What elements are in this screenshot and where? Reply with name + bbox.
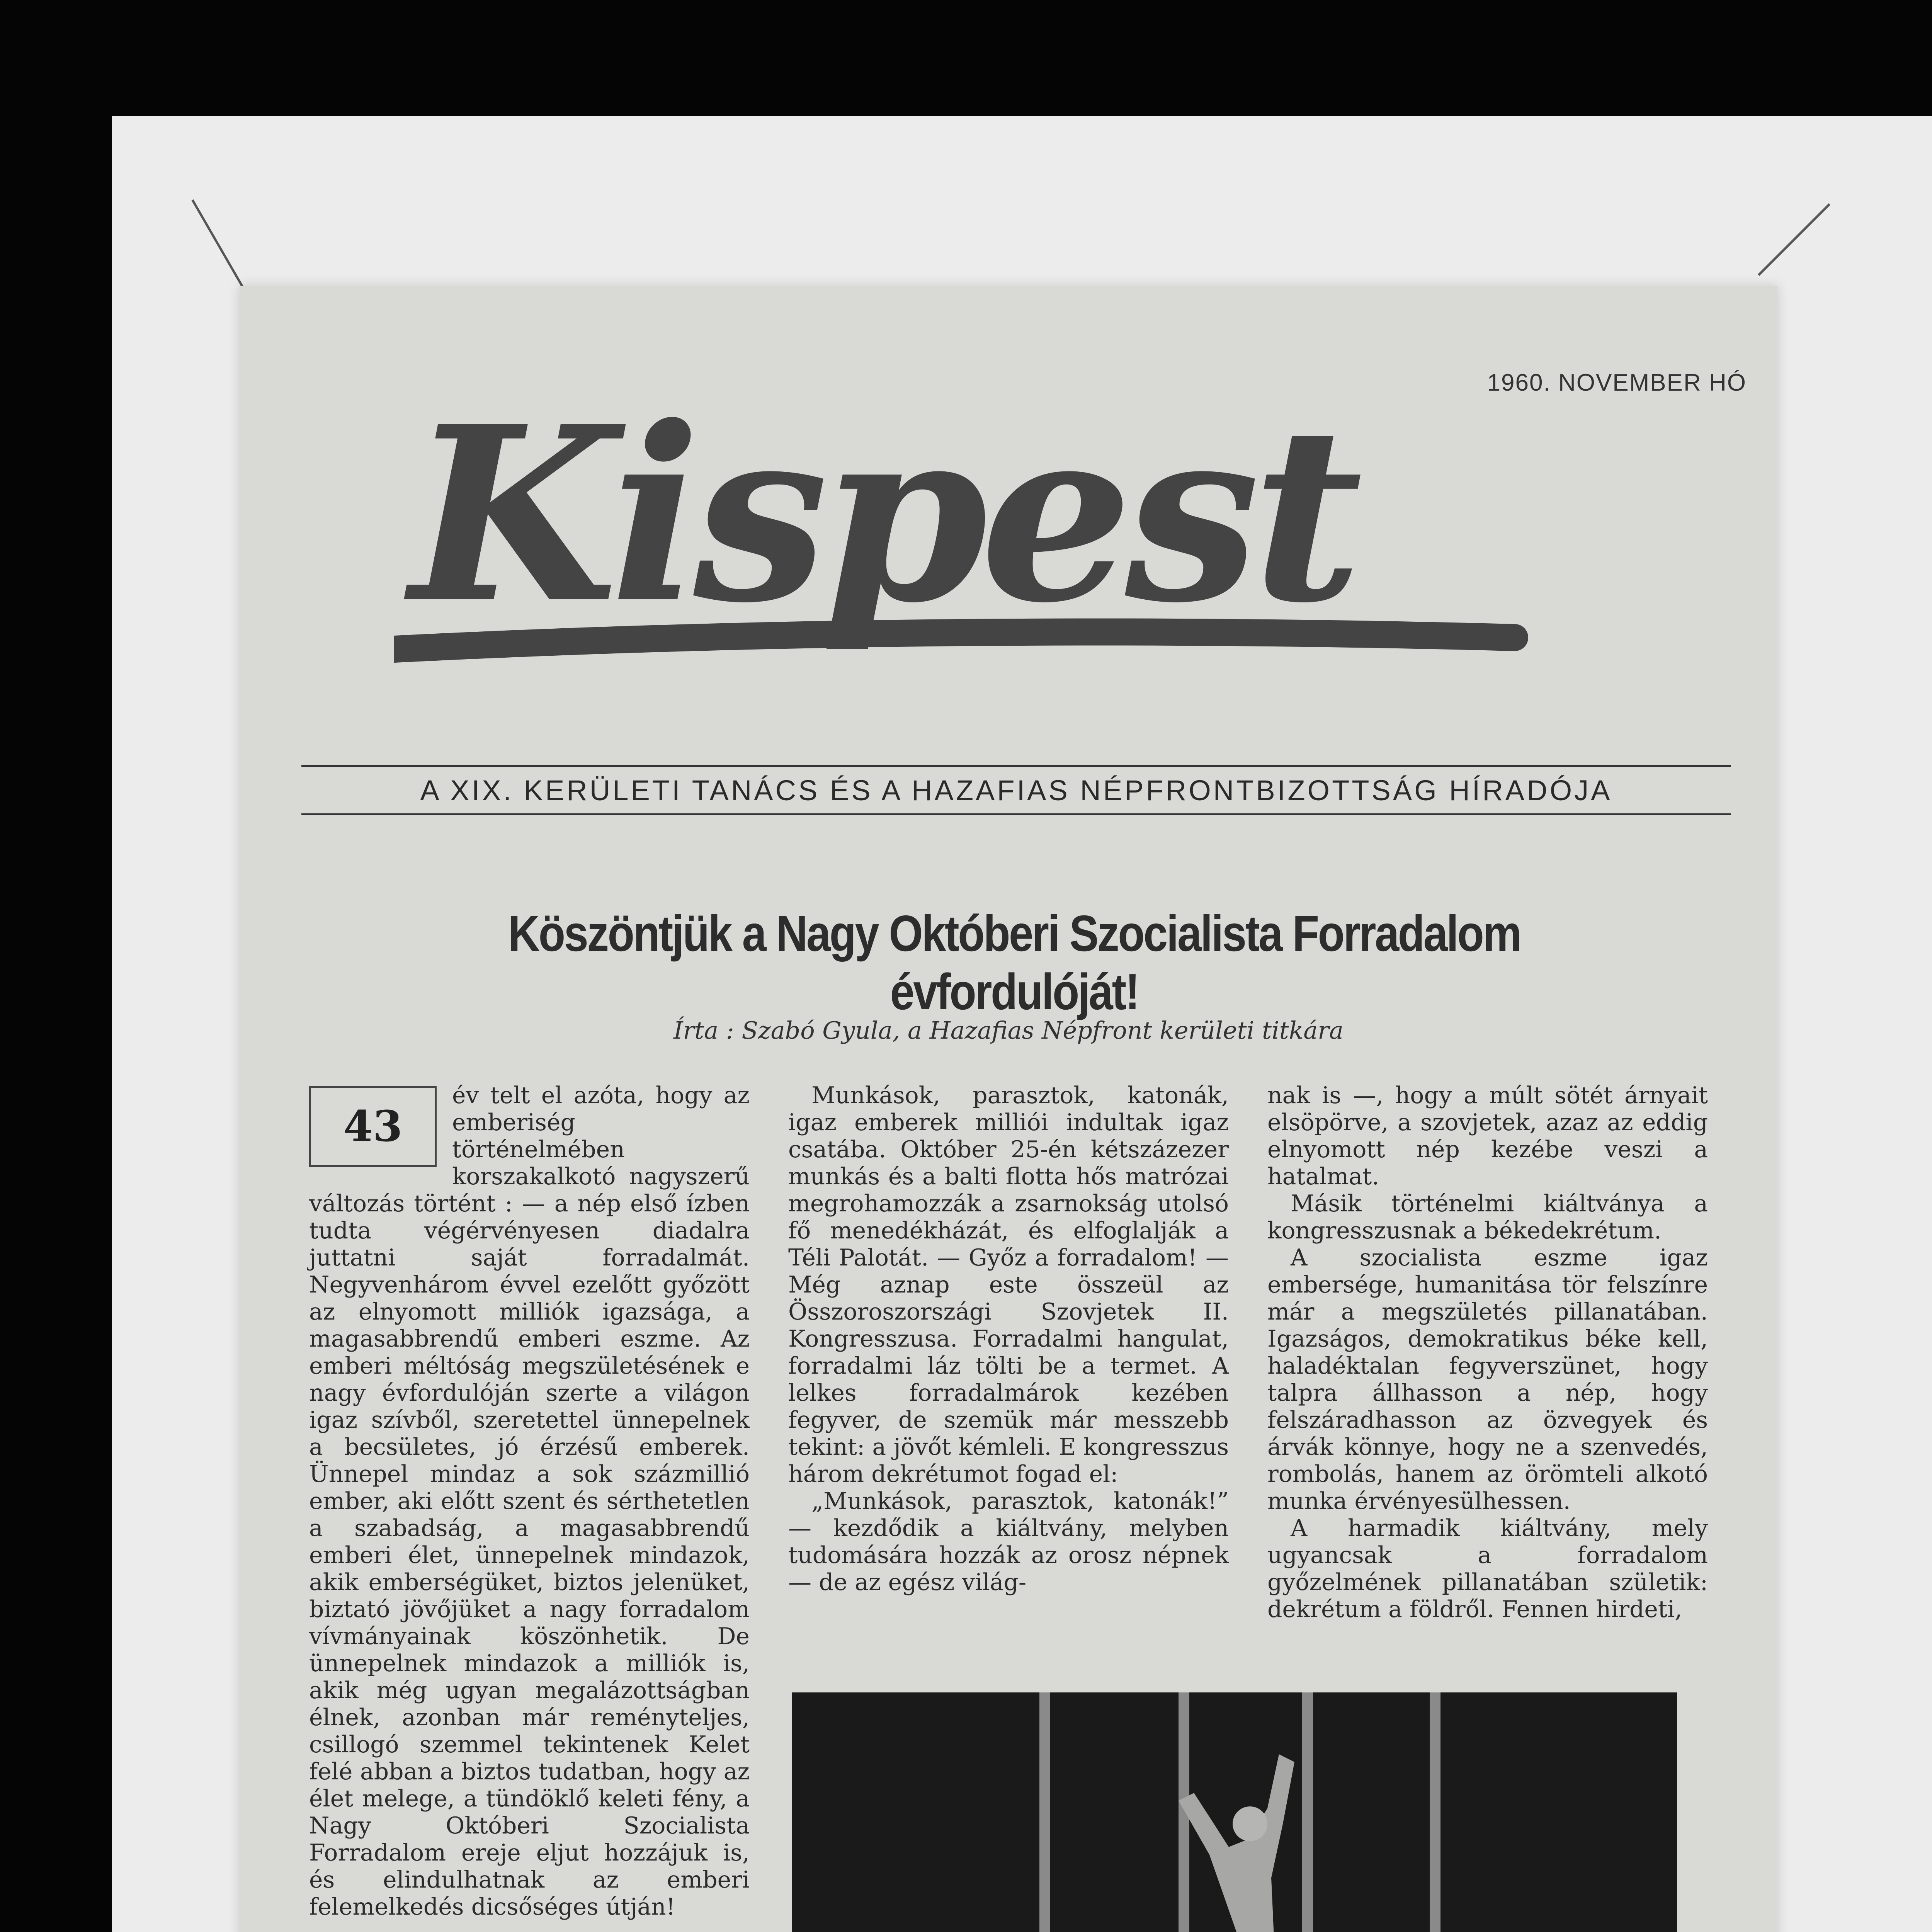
issue-date: 1960. NOVEMBER HÓ bbox=[1487, 369, 1747, 396]
paragraph: A harmadik kiáltvány, mely ugyancsak a forradalom győzelmének pillanatában születik: dekrétum a földről. Fennen hirdeti, bbox=[1267, 1515, 1708, 1623]
paragraph: A szocialista eszme igaz embersége, humanitása tör felszínre már a megszületés pillanatában. Igazságos, demokratikus béke kell, haladéktalan fegyverszünet, hogy talpra állhasson a nép, hogy felszáradhasson az özvegyek és árvák könnye, hogy ne a szenvedés, rombolás, hanem az örömteli alkotó munka érvényesülhessen. bbox=[1267, 1244, 1708, 1515]
article-column-1 bbox=[309, 1082, 750, 1932]
paragraph: év telt el azóta, hogy az emberiség történelmében korszakalkotó nagyszerű változás történt : — a nép első ízben tudta végérvényesen diadalra juttatni saját forradalmát. Negyvenhárom évvel ezelőtt győzött az elnyomott milliók igazsága, a magasabbrendű emberi eszme. Az emberi méltóság megszületésének e nagy évfordulóján szerte a világon igaz szívből, szeretettel ünnepelnek a becsületes, jó érzésű emberek. Ünnepel mindaz a sok százmillió ember, aki előtt szent és sérthetetlen a szabadság, a magasabbrendű emberi élet, ünnepelnek mindazok, akik emberségüket, biztos jelenüket, biztató jövőjüket a nagy forradalom vívmányainak köszönhetik. De ünnepelnek mindazok a milliók is, akik még ugyan megalázottságban élnek, azonban már reményteljes, csillogó szemmel tekintenek Kelet felé abban a biztos tudatban, hogy az élet melege, a tündöklő keleti fény, a Nagy Októberi Szocialista Forradalom ereje eljut hozzájuk is, és elindulhatnak az emberi felemelkedés dicsőséges útján! bbox=[309, 1082, 750, 1920]
masthead-subtitle: A XIX. KERÜLETI TANÁCS ÉS A HAZAFIAS NÉPFRONTBIZOTTSÁG HÍRADÓJA bbox=[301, 765, 1731, 815]
monument-sculpture-image bbox=[792, 1692, 1677, 1932]
byline: Írta : Szabó Gyula, a Hazafias Népfront kerületi titkára bbox=[673, 1016, 1344, 1044]
masthead-logo bbox=[394, 383, 1553, 676]
newspaper-page bbox=[240, 286, 1777, 1932]
paragraph: Munkások, parasztok, katonák, igaz emberek milliói indultak igaz csatába. Október 25-én kétszázezer munkás és a balti flotta hős matrózai megrohamozzák a zsarnokság utolsó fő menedékházát, és elfoglalják a Téli Palotát. — Győz a forradalom! — Még aznap este összeül az Összoroszországi Szovjetek II. Kongresszusa. Forradalmi hangulat, forradalmi láz tölti be a termet. A lelkes forradalmárok kezében fegyver, de szemük már messzebb tekint: a jövőt kémleli. E kongresszus három dekrétumot fogad el: bbox=[788, 1082, 1229, 1488]
headline: Köszöntjük a Nagy Októberi Szocialista Forradalom évfordulóját! bbox=[508, 905, 1520, 1020]
monument-photo bbox=[792, 1692, 1677, 1932]
article-column-2 bbox=[788, 1082, 1229, 1596]
article-column-3 bbox=[1267, 1082, 1708, 1623]
drop-number: 43 bbox=[309, 1086, 437, 1167]
paragraph: „Munkások, parasztok, katonák!” — kezdődik a kiáltvány, melyben tudomására hozzák az orosz népnek — de az egész világ- bbox=[788, 1488, 1229, 1596]
masthead-title: Kispest bbox=[410, 383, 1355, 656]
paragraph: Másik történelmi kiáltványa a kongresszusnak a békedekrétum. bbox=[1267, 1190, 1708, 1244]
paragraph: nak is —, hogy a múlt sötét árnyait elsöpörve, a szovjetek, azaz az eddig elnyomott nép kezébe veszi a hatalmat. bbox=[1267, 1082, 1708, 1190]
